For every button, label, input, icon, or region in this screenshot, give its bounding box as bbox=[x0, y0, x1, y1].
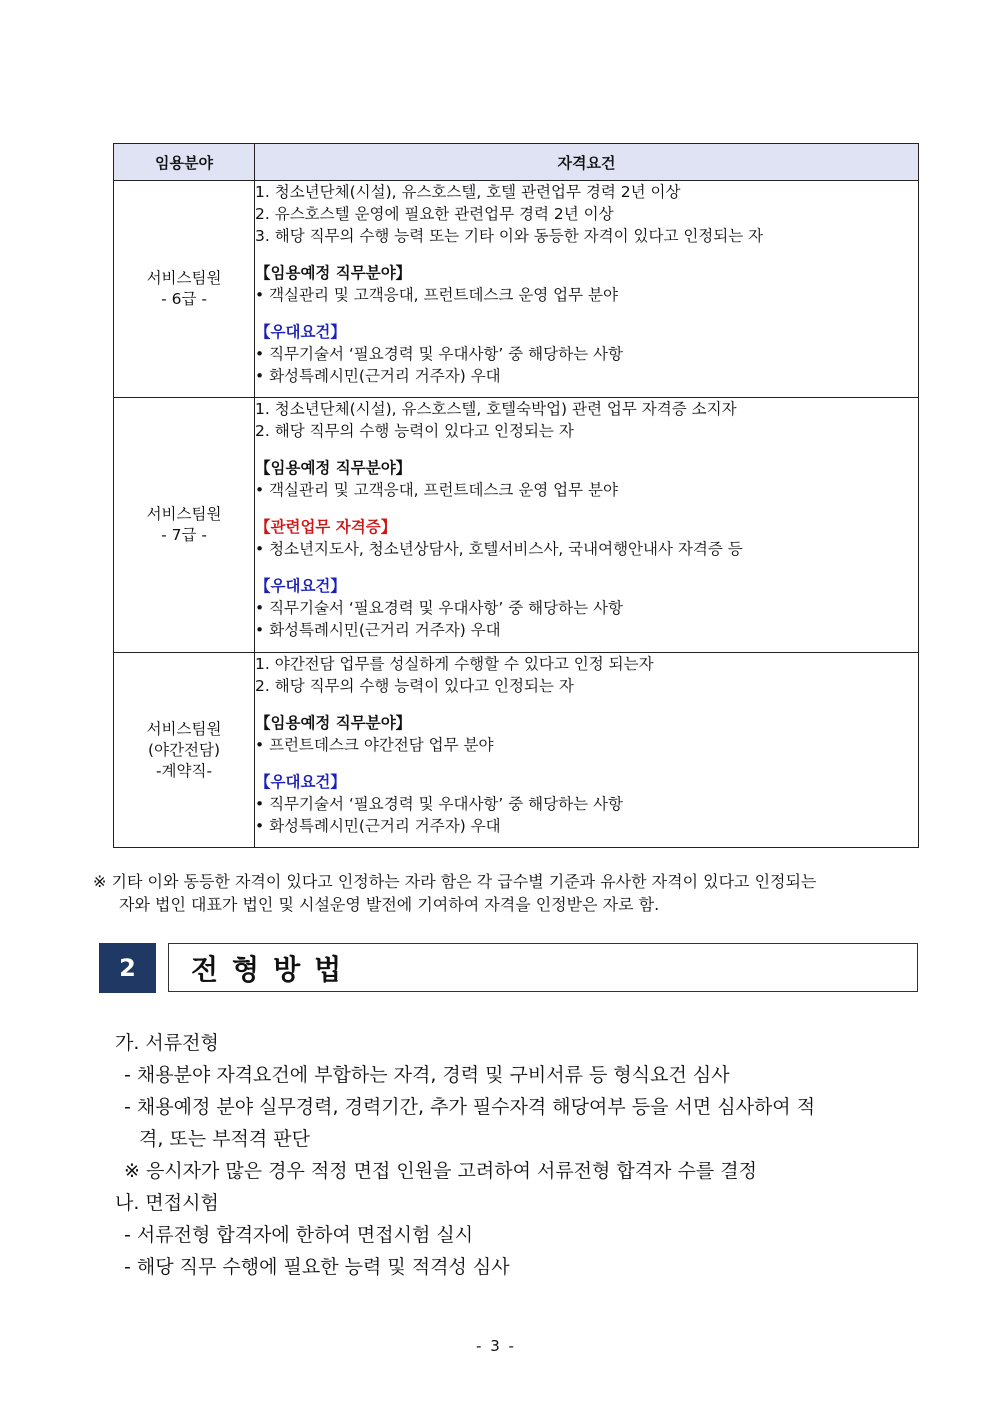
selection-method-content bbox=[115, 1027, 920, 1283]
category-cell bbox=[114, 181, 255, 398]
table-row bbox=[114, 653, 919, 848]
section-number-badge: 2 bbox=[99, 943, 156, 993]
footnote-line: ※ 기타 이와 동등한 자격이 있다고 인정하는 자라 함은 각 급수별 기준과 유사한 자격이 있다고 인정되는 bbox=[93, 872, 817, 891]
list-item: - 채용예정 분야 실무경력, 경력기간, 추가 필수자격 해당여부 등을 서면 심사하여 적 bbox=[124, 1096, 816, 1118]
category-cell bbox=[114, 653, 255, 848]
preference-item: • 화성특례시민(근거리 거주자) 우대 bbox=[255, 367, 501, 385]
requirements-cell bbox=[255, 181, 919, 398]
qualification-table bbox=[113, 143, 919, 848]
preference-heading: 【우대요건】 bbox=[255, 323, 346, 341]
list-item: - 서류전형 합격자에 한하여 면접시험 실시 bbox=[124, 1224, 474, 1246]
duty-item: • 객실관리 및 고객응대, 프런트데스크 운영 업무 분야 bbox=[255, 481, 618, 499]
category-line: - 6급 - bbox=[161, 290, 207, 308]
qualification-item: 1. 청소년단체(시설), 유스호스텔, 호텔숙박업) 관련 업무 자격증 소지자 bbox=[255, 400, 737, 418]
duty-item: • 프런트데스크 야간전담 업무 분야 bbox=[255, 736, 494, 754]
table-row bbox=[114, 398, 919, 653]
certificate-item: • 청소년지도사, 청소년상담사, 호텔서비스사, 국내여행안내사 자격증 등 bbox=[255, 540, 743, 558]
category-line: -계약직- bbox=[155, 761, 213, 780]
requirements-cell bbox=[255, 653, 919, 848]
duty-heading: 【임용예정 직무분야】 bbox=[255, 264, 412, 282]
header-requirements: 자격요건 bbox=[255, 144, 919, 181]
duty-item: • 객실관리 및 고객응대, 프런트데스크 운영 업무 분야 bbox=[255, 286, 618, 304]
header-category: 임용분야 bbox=[114, 144, 255, 181]
qualification-item: 2. 유스호스텔 운영에 필요한 관련업무 경력 2년 이상 bbox=[255, 205, 614, 223]
subsection-title: 가. 서류전형 bbox=[115, 1032, 219, 1054]
preference-item: • 직무기술서 ‘필요경력 및 우대사항’ 중 해당하는 사항 bbox=[255, 795, 623, 813]
table-row bbox=[114, 181, 919, 398]
list-item: - 채용분야 자격요건에 부합하는 자격, 경력 및 구비서류 등 형식요건 심사 bbox=[124, 1064, 730, 1086]
footnote bbox=[93, 870, 923, 916]
category-line: 서비스팀원 bbox=[146, 719, 222, 738]
certificate-heading: 【관련업무 자격증】 bbox=[255, 518, 397, 536]
qualification-item: 2. 해당 직무의 수행 능력이 있다고 인정되는 자 bbox=[255, 677, 574, 695]
page-number: - 3 - bbox=[476, 1337, 516, 1355]
qualification-item: 1. 청소년단체(시설), 유스호스텔, 호텔 관련업무 경력 2년 이상 bbox=[255, 183, 681, 201]
list-item-continuation: 격, 또는 부적격 판단 bbox=[139, 1128, 310, 1150]
category-line: 서비스팀원 bbox=[146, 505, 222, 523]
duty-heading: 【임용예정 직무분야】 bbox=[255, 714, 412, 732]
preference-item: • 직무기술서 ‘필요경력 및 우대사항’ 중 해당하는 사항 bbox=[255, 599, 623, 617]
subsection-title: 나. 면접시험 bbox=[115, 1192, 219, 1214]
category-line: - 7급 - bbox=[161, 526, 207, 544]
preference-item: • 화성특례시민(근거리 거주자) 우대 bbox=[255, 621, 501, 639]
category-cell bbox=[114, 398, 255, 653]
category-line: 서비스팀원 bbox=[146, 269, 222, 287]
qualification-item: 1. 야간전담 업무를 성실하게 수행할 수 있다고 인정 되는자 bbox=[255, 655, 654, 673]
category-line: (야간전담) bbox=[148, 740, 220, 759]
table-header-row bbox=[114, 144, 919, 181]
duty-heading: 【임용예정 직무분야】 bbox=[255, 459, 412, 477]
preference-item: • 화성특례시민(근거리 거주자) 우대 bbox=[255, 817, 501, 835]
preference-heading: 【우대요건】 bbox=[255, 773, 346, 791]
preference-heading: 【우대요건】 bbox=[255, 577, 346, 595]
qualification-item: 2. 해당 직무의 수행 능력이 있다고 인정되는 자 bbox=[255, 422, 574, 440]
requirements-cell bbox=[255, 398, 919, 653]
qualification-item: 3. 해당 직무의 수행 능력 또는 기타 이와 동등한 자격이 있다고 인정되는 자 bbox=[255, 227, 764, 245]
list-note: ※ 응시자가 많은 경우 적정 면접 인원을 고려하여 서류전형 합격자 수를 결정 bbox=[124, 1160, 757, 1182]
section-title: 전형방법 bbox=[168, 943, 918, 992]
preference-item: • 직무기술서 ‘필요경력 및 우대사항’ 중 해당하는 사항 bbox=[255, 345, 623, 363]
footnote-line: 자와 법인 대표가 법인 및 시설운영 발전에 기여하여 자격을 인정받은 자로 함. bbox=[119, 895, 660, 914]
list-item: - 해당 직무 수행에 필요한 능력 및 적격성 심사 bbox=[124, 1256, 510, 1278]
